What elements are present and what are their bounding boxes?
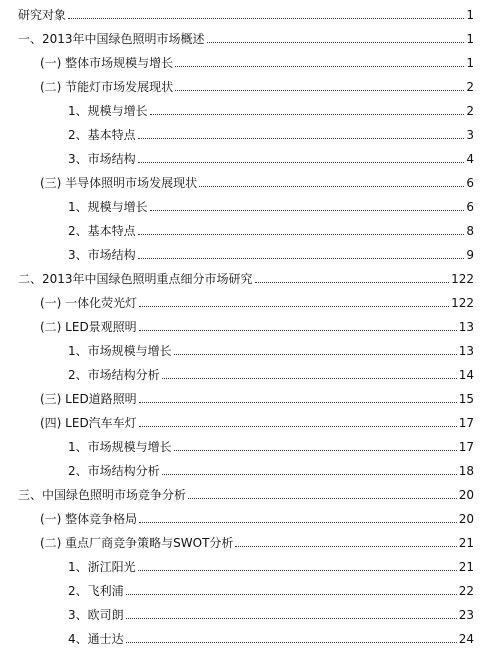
toc-entry[interactable] — [0, 552, 474, 574]
toc-entry[interactable] — [0, 240, 474, 262]
toc-leader-dots — [138, 234, 465, 235]
toc-entry-page: 15 — [458, 392, 474, 406]
toc-leader-dots — [139, 306, 449, 307]
toc-entry-label: 三、中国绿色照明市场竞争分析 — [18, 488, 187, 502]
toc-leader-dots — [139, 522, 457, 523]
toc-leader-dots — [126, 594, 457, 595]
toc-entry[interactable] — [0, 384, 474, 406]
toc-entry-label: (二) 重点厂商竞争策略与SWOT分析 — [40, 536, 234, 550]
toc-entry-label: 2、基本特点 — [68, 224, 136, 238]
toc-entry-page: 21 — [458, 560, 474, 574]
toc-entry-page: 3 — [466, 128, 474, 142]
toc-entry-page: 1 — [466, 56, 474, 70]
toc-entry-page: 1 — [466, 32, 474, 46]
toc-leader-dots — [138, 570, 457, 571]
toc-entry[interactable] — [0, 48, 474, 70]
toc-entry-page: 6 — [466, 176, 474, 190]
toc-entry-page: 17 — [458, 440, 474, 454]
toc-leader-dots — [255, 282, 450, 283]
toc-entry-page: 2 — [466, 80, 474, 94]
toc-entry-page: 22 — [458, 584, 474, 598]
toc-entry-page: 24 — [458, 632, 474, 646]
toc-entry-page: 14 — [458, 368, 474, 382]
toc-entry-label: (二) 节能灯市场发展现状 — [40, 80, 174, 94]
toc-entry-page: 13 — [458, 344, 474, 358]
toc-entry[interactable] — [0, 120, 474, 142]
toc-entry-label: 1、规模与增长 — [68, 104, 148, 118]
toc-entry[interactable] — [0, 360, 474, 382]
toc-entry[interactable] — [0, 408, 474, 430]
toc-leader-dots — [207, 42, 465, 43]
toc-entry-label: 1、规模与增长 — [68, 200, 148, 214]
toc-entry-page: 122 — [451, 272, 474, 286]
toc-entry-page: 20 — [458, 512, 474, 526]
toc-entry-page: 18 — [458, 464, 474, 478]
toc-entry[interactable] — [0, 168, 474, 190]
toc-entry[interactable] — [0, 624, 474, 646]
toc-leader-dots — [150, 114, 465, 115]
toc-entry[interactable] — [0, 264, 474, 286]
toc-entry-label: (一) 整体市场规模与增长 — [40, 56, 174, 70]
toc-entry[interactable] — [0, 432, 474, 454]
toc-entry-label: 2、市场结构分析 — [68, 368, 160, 382]
toc-entry[interactable] — [0, 336, 474, 358]
toc-entry[interactable] — [0, 144, 474, 166]
toc-entry-label: 1、市场规模与增长 — [68, 344, 172, 358]
toc-entry[interactable] — [0, 504, 474, 526]
toc-leader-dots — [175, 90, 464, 91]
toc-entry[interactable] — [0, 576, 474, 598]
toc-entry[interactable] — [0, 600, 474, 622]
toc-entry-label: 1、市场规模与增长 — [68, 440, 172, 454]
toc-entry-label: (四) LED汽车车灯 — [40, 416, 137, 430]
toc-entry-label: (一) 一体化荧光灯 — [40, 296, 138, 310]
toc-entry-page: 21 — [458, 536, 474, 550]
toc-entry[interactable] — [0, 72, 474, 94]
toc-leader-dots — [174, 450, 457, 451]
toc-leader-dots — [139, 426, 457, 427]
toc-leader-dots — [235, 546, 456, 547]
toc-leader-dots — [199, 186, 464, 187]
toc-entry[interactable] — [0, 288, 474, 310]
toc-entry[interactable] — [0, 216, 474, 238]
toc-leader-dots — [188, 498, 457, 499]
toc-leader-dots — [138, 138, 465, 139]
toc-leader-dots — [174, 354, 457, 355]
toc-entry-page: 13 — [458, 320, 474, 334]
toc-leader-dots — [138, 258, 465, 259]
toc-entry-label: (二) LED景观照明 — [40, 320, 137, 334]
toc-entry-label: 3、市场结构 — [68, 152, 136, 166]
toc-entry[interactable] — [0, 480, 474, 502]
toc-entry-page: 20 — [458, 488, 474, 502]
toc-leader-dots — [162, 474, 457, 475]
toc-entry-label: 1、浙江阳光 — [68, 560, 136, 574]
toc-entry[interactable] — [0, 192, 474, 214]
toc-entry-page: 2 — [466, 104, 474, 118]
toc-leader-dots — [150, 210, 465, 211]
toc-entry-label: 3、欧司朗 — [68, 608, 124, 622]
toc-entry[interactable] — [0, 528, 474, 550]
toc-entry-page: 1 — [466, 8, 474, 22]
toc-entry[interactable] — [0, 456, 474, 478]
toc-leader-dots — [139, 402, 457, 403]
toc-entry-label: 2、飞利浦 — [68, 584, 124, 598]
toc-entry-label: 2、市场结构分析 — [68, 464, 160, 478]
toc-leader-dots — [139, 330, 457, 331]
toc-entry-label: (一) 整体竞争格局 — [40, 512, 138, 526]
toc-entry[interactable] — [0, 0, 474, 22]
toc-leader-dots — [68, 18, 464, 19]
toc-leader-dots — [162, 378, 457, 379]
toc-entry-page: 4 — [466, 152, 474, 166]
toc-entry-label: 3、市场结构 — [68, 248, 136, 262]
toc-leader-dots — [126, 618, 457, 619]
toc-entry-page: 6 — [466, 200, 474, 214]
toc-entry-page: 17 — [458, 416, 474, 430]
toc-entry-page: 8 — [466, 224, 474, 238]
toc-entry[interactable] — [0, 312, 474, 334]
toc-leader-dots — [138, 162, 465, 163]
toc-entry-label: 研究对象 — [18, 8, 67, 22]
toc-entry-label: 2、基本特点 — [68, 128, 136, 142]
toc-entry-label: 4、通士达 — [68, 632, 124, 646]
toc-entry-label: (三) LED道路照明 — [40, 392, 137, 406]
toc-entry-page: 9 — [466, 248, 474, 262]
toc-entry-page: 122 — [451, 296, 474, 310]
toc-entry[interactable] — [0, 24, 474, 46]
toc-leader-dots — [175, 66, 464, 67]
toc-entry-label: (三) 半导体照明市场发展现状 — [40, 176, 198, 190]
toc-entry[interactable] — [0, 96, 474, 118]
toc-entry-label: 一、2013年中国绿色照明市场概述 — [18, 32, 205, 46]
toc-leader-dots — [126, 642, 457, 643]
toc-entry-label: 二、2013年中国绿色照明重点细分市场研究 — [18, 272, 253, 286]
toc-entry-page: 23 — [458, 608, 474, 622]
